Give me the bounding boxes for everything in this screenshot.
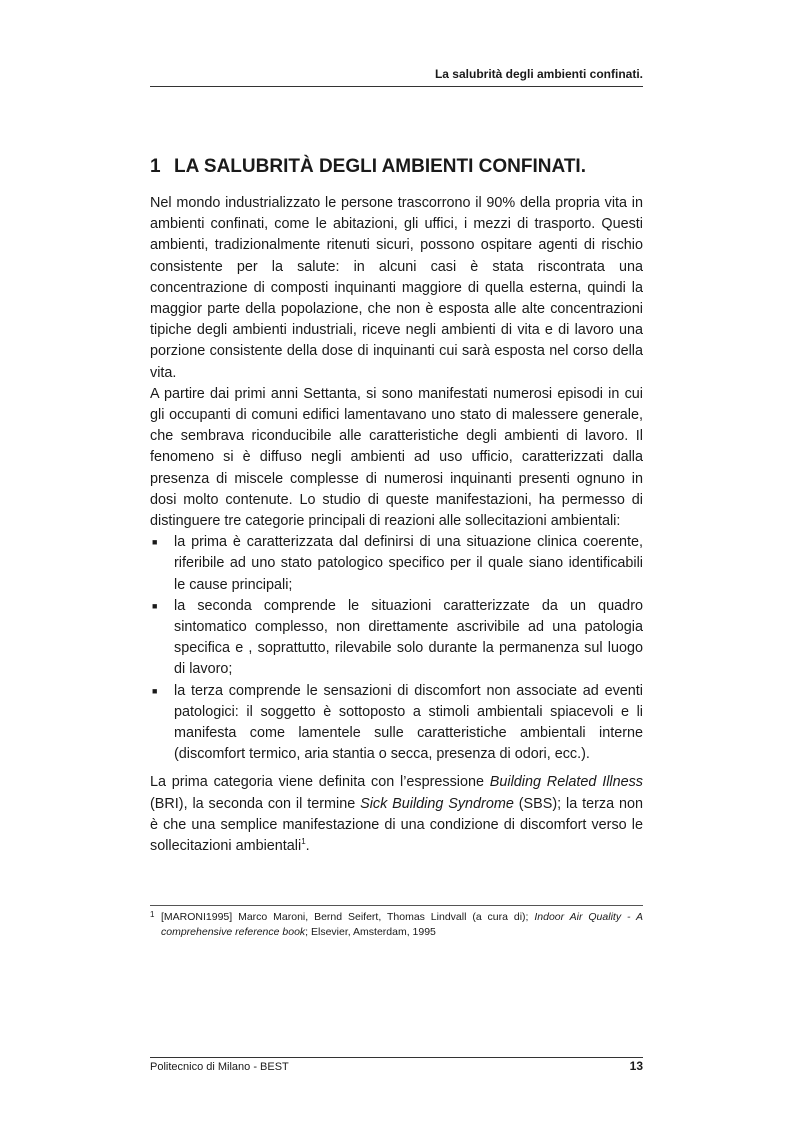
bullet-icon: ■ <box>152 600 158 611</box>
footnote-divider <box>150 905 643 906</box>
chapter-title <box>150 154 643 180</box>
list-item-text: la seconda comprende le situazioni caratterizzate da un quadro sintomatico complesso, non direttamente ascrivibile ad una patologia specifica e , soprattutto, rilevabile solo durante la permanenza sul luogo di lavoro; <box>174 597 643 678</box>
footnote-mark: 1 <box>150 910 155 919</box>
footer-institution: Politecnico di Milano - BEST <box>150 1061 289 1073</box>
paragraph-3-text-c: (SBS); la terza non è che una semplice manifestazione di una condizione di discomfort verso le sollecitazioni ambientali <box>150 795 643 855</box>
list-item <box>150 596 643 681</box>
paragraph-3-text-a: La prima categoria viene definita con l’espressione <box>150 774 490 791</box>
list-item-text: la terza comprende le sensazioni di discomfort non associate ad eventi patologici: il soggetto è sottoposto a stimoli ambientali spiacevoli e li manifesta come lamentele sulle caratteristiche ambientali interne (discomfort termico, aria stantia o secca, presenza di odori, ecc.). <box>174 682 643 763</box>
bullet-icon: ■ <box>152 685 158 696</box>
bullet-icon: ■ <box>152 537 158 548</box>
bri-term: Building Related Illness <box>489 774 643 791</box>
chapter-number: 1 <box>150 156 161 177</box>
footnote-text-a: [MARONI1995] Marco Maroni, Bernd Seifert, Thomas Lindvall (a cura di); <box>161 911 535 923</box>
footnote-text <box>150 910 643 940</box>
paragraph-3-text-d: . <box>305 838 310 855</box>
footnote-text-b: ; Elsevier, Amsterdam, 1995 <box>305 926 436 938</box>
list-item-text: la prima è caratterizzata dal definirsi di una situazione clinica coerente, riferibile ad uno stato patologico specifico per il quale siano identificabili le cause principali; <box>174 534 643 593</box>
paragraph-1: Nel mondo industrializzato le persone trascorrono il 90% della propria vita in ambienti confinati, come le abitazioni, gli uffici, i mezzi di trasporto. Questi ambienti, tradizionalmente ritenuti sicuri, possono ospitare agenti di rischio consistente per la salute: in alcuni casi è stata riscontrata una concentrazione di composti inquinanti maggiore di quella esterna, quindi la maggior parte della popolazione, che non è esposta alle alte concentrazioni tipiche degli ambienti industriali, riceve negli ambienti di vita e di lavoro una porzione consistente della dose di inquinanti cui sarà esposta nel corso della vita. <box>150 195 643 381</box>
paragraph-2: A partire dai primi anni Settanta, si sono manifestati numerosi episodi in cui gli occupanti di comuni edifici lamentavano uno stato di malessere generale, che sembrava riconducibile alle caratteristiche degli ambienti di lavoro. Il fenomeno si è diffuso negli ambienti ad uso ufficio, caratterizzati dalla presenza di miscele complesse di numerosi inquinanti presenti ognuno in dosi molto contenute. Lo studio di queste manifestazioni, ha permesso di distinguere tre categorie principali di reazioni alle sollecitazioni ambientali: <box>150 385 643 530</box>
body-text <box>150 193 643 857</box>
list-item <box>150 532 643 596</box>
paragraph-3-text-b: (BRI), la seconda con il termine <box>150 795 361 812</box>
paragraph-3 <box>150 772 643 857</box>
chapter-title-text: LA SALUBRITÀ DEGLI AMBIENTI CONFINATI. <box>174 156 586 177</box>
header-divider <box>150 86 643 87</box>
list-item <box>150 681 643 766</box>
category-list <box>150 532 643 765</box>
page-number: 13 <box>629 1059 643 1073</box>
footnote-reference[interactable]: 1 <box>301 837 306 847</box>
footnote <box>150 910 643 940</box>
footnote-book-title: Indoor Air Quality - A comprehensive reference book <box>161 911 643 938</box>
running-header: La salubrità degli ambienti confinati. <box>434 67 643 81</box>
sbs-term: Sick Building Syndrome <box>360 795 514 812</box>
footer-divider <box>150 1057 643 1058</box>
